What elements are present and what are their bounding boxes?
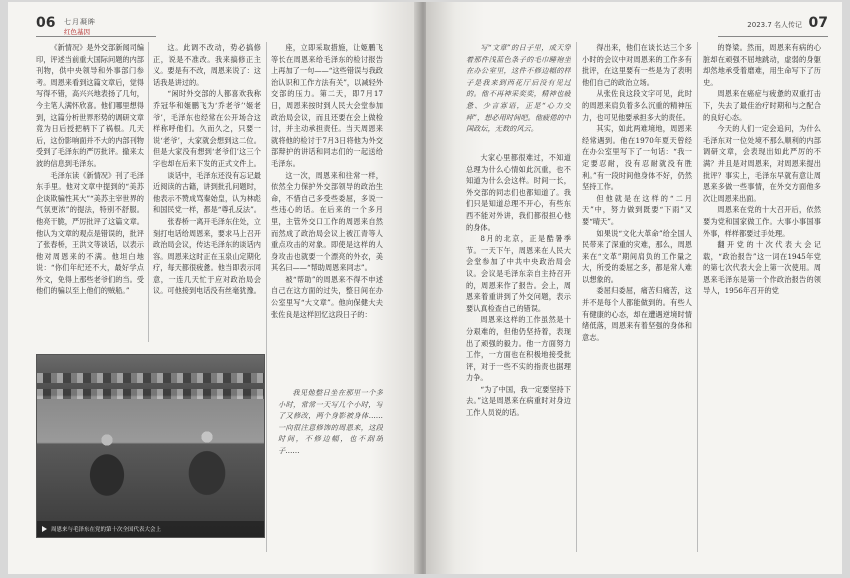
paragraph: 其实，如此两难境地，周恩来经常遇到。他在1970年夏天曾经在办公室里写下了一句话：“我一定要忍耐，没有忍耐就没有胜利。”有一段时间他身体不好，仍然坚持工作。 bbox=[582, 124, 692, 192]
photo-audience-row bbox=[37, 373, 264, 383]
left-quote-block bbox=[278, 387, 383, 547]
header-rule bbox=[718, 36, 828, 37]
left-column-2 bbox=[153, 42, 261, 350]
right-page bbox=[426, 2, 842, 574]
paragraph: 8月的北京，正是酷暑季节。一天下午，周恩来在人民大会堂参加了中共中央政治局会议。会议是毛泽东亲自主持召开的，周恩来作了报告。会上，周恩来着重讲到了外交问题，表示要认真检查自己的错误。 bbox=[466, 234, 571, 313]
column-divider bbox=[576, 42, 577, 552]
paragraph: 但他就是在这样的“二月天”中，努力做到既要“下雨”又要“晴天”。 bbox=[582, 193, 692, 226]
left-column-3 bbox=[271, 42, 383, 342]
header-rule bbox=[36, 36, 156, 37]
paragraph: 从张佐良这段文字可见，此时的周恩来肩负着多么沉重的精神压力，也可见他要承担多大的责任。 bbox=[582, 89, 692, 122]
paragraph: 被“帮助”的周恩来不得不申述自己在这方面的过失，整日间在办公室里写“大文章”。他向保健大夫张佐良是这样回忆这段日子的： bbox=[271, 274, 383, 319]
left-page-number: 06 bbox=[36, 15, 56, 31]
paragraph: 如果说“文化大革命”给全国人民带来了深重的灾难，那么，周恩来在“文革”期间肩负的工作量之大，所受的委屈之多，都是常人难以想象的。 bbox=[582, 228, 692, 284]
paragraph: 的脊梁。然而，周恩来有病的心脏却在顽强不屈地跳动，虚弱的身躯却然地承受着磨难，用生命写下了历史。 bbox=[703, 43, 821, 87]
right-page-header bbox=[708, 14, 828, 36]
left-page-header bbox=[36, 14, 146, 36]
paragraph: 《新情况》是外交部新闻司编印，评述当前重大国际问题的内部刊物，供中央领导和外事部门参考。周恩来看到这篇文章后，觉得写得不错，高兴兴地表扬了几句，今主笔人满怀欣喜。他们哪里想得到，这篇分析世界形势的调研文章竟为日后授把柄下了祸根。几天后，这份影响面并不大的内部刊物受到了毛泽东的严厉批评。撤来太波的信息到毛泽东。 bbox=[36, 43, 144, 168]
quote-paragraph: 我见他整日坐在那里一个多小时，常常一天写几个小时，写了又修改，两个身影被身体……一向很注意修饰的周恩来，这段时间，不修边幅，也不刮胡子…… bbox=[278, 388, 383, 455]
historical-photo bbox=[36, 354, 265, 538]
photo-caption: 周恩来与毛泽东在党的第十次全国代表大会上 bbox=[51, 527, 162, 533]
magazine-spread bbox=[8, 2, 842, 574]
paragraph: 今天的人们一定会追问，为什么毛泽东对一位处境不那么顺利的内部调研文章，会表现出如此严厉的不满？并且是对周恩来，对周恩来提出批评？事实上，毛泽东早就有意让周恩来多做一些事情，在外交方面他多次让周恩来出面。 bbox=[703, 124, 821, 203]
paragraph: 周恩来在癌症与疲惫的双重打击下，失去了最佳治疗时期和与之配合的良好心态。 bbox=[703, 89, 821, 122]
right-page-number: 07 bbox=[808, 15, 828, 31]
paragraph: 翻开党的十次代表大会记载，“政治报告”这一词在1945年党的第七次代表大会上第一次使用。周恩来毛泽东是第一个作政治报告的领导人，1956年召开的党 bbox=[703, 240, 821, 296]
column-divider bbox=[266, 42, 267, 552]
paragraph: 委屈归委屈，痛苦归痛苦，这并不是每个人都能做到的。有些人有健康的心态，却在遭遇逆境时情绪低落，周恩来有着坚强的身体和意志。 bbox=[582, 286, 692, 342]
right-quote-block bbox=[466, 42, 571, 146]
issue-meta: 2023.7 名人传记 bbox=[747, 21, 802, 29]
right-column-2 bbox=[582, 42, 692, 552]
right-column-3 bbox=[703, 42, 821, 552]
column-divider bbox=[697, 42, 698, 552]
column-divider bbox=[148, 42, 149, 342]
paragraph: “闲时外交部的人都喜欢我称乔冠华和姬鹏飞为‘乔老爷’‘姬老爷’，毛泽东也经常在公开场合这样称呼他们。久而久之，只要一说‘老爷’，大家就会想到这二位。但是大家没有想到‘老爷们’这三个字也却在后来下发的正式文件上。 bbox=[153, 89, 261, 168]
paragraph: 张春桥一离开毛泽东住处，立刻打电话给周恩来，要求马上召开政治局会议，传达毛泽东的谈话内容。周恩来这时正在玉泉山定期化疗，每天都很疲惫。他当即表示同意，一连几天忙于应对政治局会议。可他接到电话没有丝毫犹豫。 bbox=[153, 216, 261, 296]
paragraph: 得出来，他们在谈长达三个多小时的会议中对周恩来的工作多有批评，在这里要有一些是为了表明他们自己的政治立场。 bbox=[582, 43, 692, 87]
paragraph: 毛泽东读《新情况》刊了毛泽东手里。他对文章中提到的“美苏企谈欺骗性其大”“美苏主宰世界的气氛更浓”的提法，特别不舒服。他亮干脆，严厉批评了这篇文章。他认为文章的观点是错误的，批评了张春桥，王洪文等谈话，以表示他对周恩来的不满。他坦白地说：“你们年纪还不大，最好学点外文，免得上那些老爷们的当。受他们的骗以至上他们的贼船。” bbox=[36, 170, 144, 296]
caption-triangle-icon bbox=[42, 526, 47, 532]
paragraph: 周恩来在党的十大召开后，依然要为党和国家做工作。大事小事国事外事，样样都要过手处理。 bbox=[703, 205, 821, 238]
right-column-1 bbox=[466, 152, 571, 552]
paragraph: 这一次，周恩来和往常一样，依然全力保护外交部领导的政治生命，不惜自己多受些委屈，多说一些违心的话。在后来的一个多月里，主管外交口工作的周恩来自然而然成了政治局会议上被江青等人重点攻击的对象。即使是这样的人身攻击也就要一个漂亮的外衣，美其名曰——“帮助周恩来同志”。 bbox=[271, 170, 383, 273]
left-page bbox=[8, 2, 420, 574]
column-title: 七月凝眸 bbox=[64, 18, 96, 26]
paragraph: 谈话中，毛泽东还没有忘记最近阅读的古籍，讲到批孔问题时，他表示不赞成骂秦始皇，认为林彪和国民党一样，都是“尊孔反法”。 bbox=[153, 170, 261, 215]
left-column-1 bbox=[36, 42, 144, 350]
quote-paragraph: 写“文章”的日子里，成天穿着那件浅蓝色条子的毛巾睡袍坐在办公室里，这件不修边幅的样子是我来到西花厅后没有见过的。他不再神采奕奕，精神也疲惫、少言寡语，正是“心力交瘁”，想必用时间吧。他疲倦的中国政坛，无数的风云。 bbox=[466, 43, 571, 134]
paragraph: 这。此调不改动，势必搞修正，说是不准改。我来搞修正主义。要是有不改，周恩来说了：这话我是讲过的。 bbox=[153, 43, 261, 87]
photo-audience-row bbox=[37, 389, 264, 399]
paragraph: 座，立即采取措施，让姬鹏飞等长在周恩来给毛泽东的检讨报告上再加了一句——“这些错误与我政治认识和工作方法有关”，以减轻外交部的压力。第二天，即7月17日，周恩来按时到人民大会堂参加政治局会议，而且还要在会上做检讨，并主动承担责任。当天周恩来就将他的检讨于7月3日将他为外交部辩护的讲话和同志们的一起送给毛泽东。 bbox=[271, 43, 383, 168]
photo-caption-bar bbox=[37, 521, 264, 537]
paragraph: “为了中国，我一定要坚持下去。”这是周恩来在病重时对身边工作人员说的话。 bbox=[466, 384, 571, 418]
paragraph: 周恩来这样的工作虽然是十分艰难的，但他仍坚持着，表现出了顽强的毅力。他一方面努力工作，一方面也在积极地接受批评，对于一些不实的指责也据理力争。 bbox=[466, 315, 571, 383]
paragraph: 大家心里都很难过，不知道总理为什么心情如此沉重，也不知道为什么会这样。时间一长，外交部的同志们也都知道了。我们只是知道总理不开心，有些东西不能对外讲，我们都很担心他的身体。 bbox=[466, 153, 571, 232]
column-subtitle: 红色基因 bbox=[64, 28, 90, 36]
